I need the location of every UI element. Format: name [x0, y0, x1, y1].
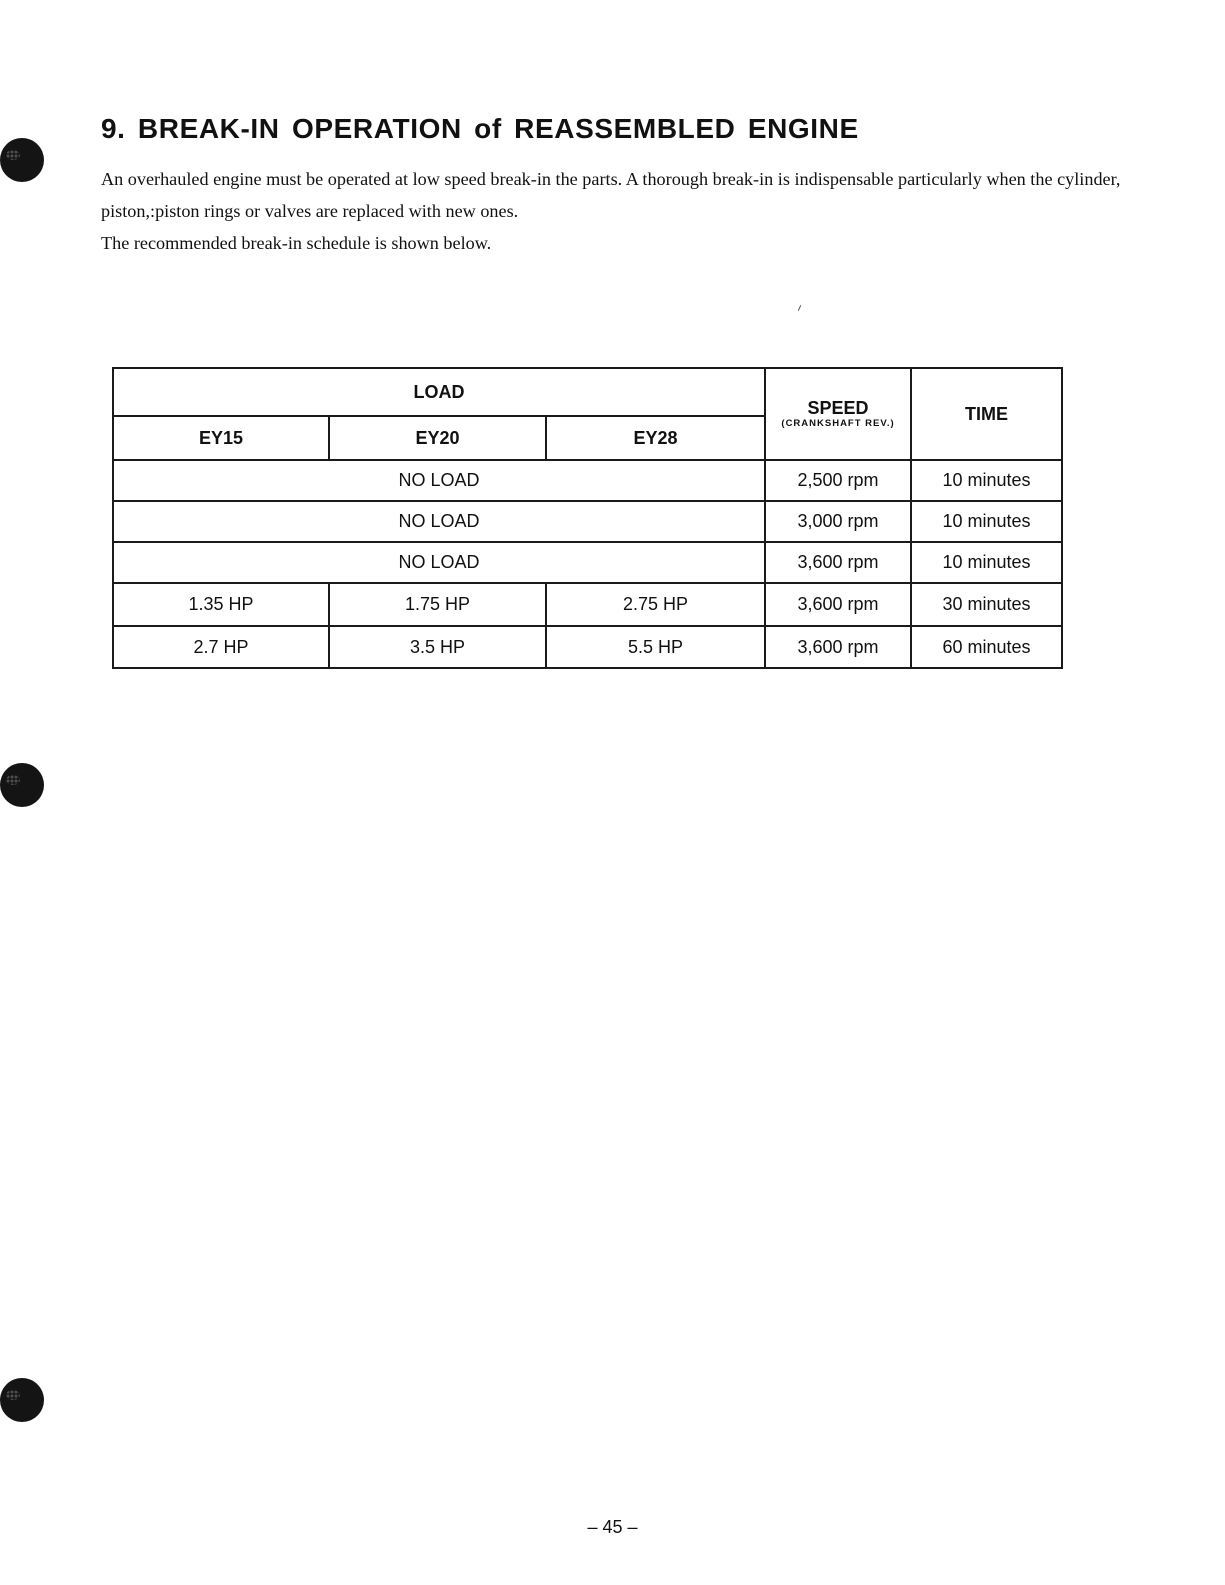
load-header: LOAD	[113, 368, 765, 416]
load-cell: NO LOAD	[113, 542, 765, 583]
time-cell: 10 minutes	[911, 460, 1062, 501]
ey20-load-cell: 3.5 HP	[329, 626, 546, 668]
speed-header-label: SPEED	[807, 398, 869, 418]
speed-cell: 3,600 rpm	[765, 542, 911, 583]
table-row	[113, 542, 1062, 583]
intro-text	[101, 163, 1141, 259]
table-row	[113, 460, 1062, 501]
speed-cell: 2,500 rpm	[765, 460, 911, 501]
ey20-load-cell: 1.75 HP	[329, 583, 546, 626]
binder-hole-top	[0, 138, 44, 182]
time-header: TIME	[911, 368, 1062, 460]
intro-paragraph-1: An overhauled engine must be operated at low speed break-in the parts. A thorough break-in is indispensable particularly when the cylinder, piston,:piston rings or valves are replaced with new ones.	[101, 169, 1121, 221]
page-number: – 45 –	[587, 1517, 638, 1537]
section-heading: 9. BREAK-IN OPERATION of REASSEMBLED ENGINE	[101, 113, 859, 144]
break-in-schedule-table	[112, 367, 1063, 669]
table-row	[113, 626, 1062, 668]
ey15-load-cell: 1.35 HP	[113, 583, 329, 626]
load-cell: NO LOAD	[113, 460, 765, 501]
stray-mark	[798, 305, 801, 311]
ey28-load-cell: 5.5 HP	[546, 626, 765, 668]
speed-cell: 3,000 rpm	[765, 501, 911, 542]
time-cell: 10 minutes	[911, 542, 1062, 583]
speed-cell: 3,600 rpm	[765, 583, 911, 626]
model-header-ey28: EY28	[546, 416, 765, 460]
binder-hole-bottom	[0, 1378, 44, 1422]
model-header-ey15: EY15	[113, 416, 329, 460]
time-cell: 30 minutes	[911, 583, 1062, 626]
load-cell: NO LOAD	[113, 501, 765, 542]
ey15-load-cell: 2.7 HP	[113, 626, 329, 668]
speed-header	[765, 368, 911, 460]
time-cell: 10 minutes	[911, 501, 1062, 542]
table-row	[113, 501, 1062, 542]
time-cell: 60 minutes	[911, 626, 1062, 668]
model-header-ey20: EY20	[329, 416, 546, 460]
ey28-load-cell: 2.75 HP	[546, 583, 765, 626]
speed-header-sublabel: (CRANKSHAFT REV.)	[781, 418, 895, 429]
binder-hole-middle	[0, 763, 44, 807]
table-row	[113, 583, 1062, 626]
table-header-row	[113, 368, 1062, 416]
speed-cell: 3,600 rpm	[765, 626, 911, 668]
intro-paragraph-2: The recommended break-in schedule is shown below.	[101, 233, 492, 253]
